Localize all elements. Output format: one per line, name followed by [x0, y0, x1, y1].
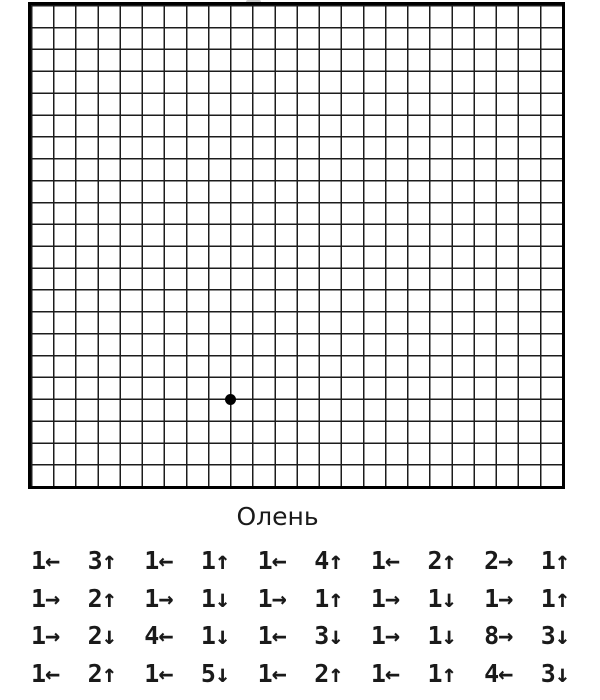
instruction-item: 8→: [484, 621, 513, 651]
instruction-item: 2↓: [87, 621, 116, 651]
instruction-item: 1↓: [427, 583, 456, 613]
instruction-item: 1→: [370, 583, 399, 613]
instruction-row-3: [20, 617, 580, 655]
instruction-item: 1→: [370, 621, 399, 651]
instruction-item: 3↓: [314, 621, 343, 651]
instruction-item: 1→: [144, 583, 173, 613]
instruction-item: 4↑: [314, 546, 343, 576]
instruction-item: 1↓: [200, 583, 230, 613]
instruction-item: 1→: [31, 583, 60, 613]
instruction-item: 1↓: [200, 621, 230, 651]
instruction-item: 1↓: [427, 621, 456, 651]
instruction-item: 1→: [257, 583, 286, 613]
instruction-item: 5↓: [200, 658, 230, 688]
instruction-row-4: [20, 655, 580, 693]
instruction-item: 1←: [144, 658, 173, 688]
instruction-item: 4←: [144, 621, 173, 651]
instruction-item: 1↑: [540, 546, 569, 576]
start-dot: [225, 394, 236, 405]
instruction-item: 2↑: [87, 658, 116, 688]
instruction-item: 1←: [257, 658, 286, 688]
instruction-item: 1←: [31, 658, 60, 688]
puzzle-title: Олень: [236, 502, 319, 531]
instruction-item: 3↑: [87, 546, 116, 576]
instruction-item: 1↑: [540, 583, 569, 613]
dictation-grid: [28, 2, 565, 489]
instruction-item: 1←: [257, 621, 286, 651]
instruction-row-2: [20, 580, 580, 618]
instruction-item: 1→: [31, 621, 60, 651]
instruction-item: 1↑: [314, 583, 343, 613]
instruction-item: 3↓: [540, 658, 569, 688]
instruction-item: 1←: [370, 658, 399, 688]
instructions-block: [20, 542, 580, 692]
instruction-item: 1←: [144, 546, 173, 576]
instruction-row-1: [20, 542, 580, 580]
instruction-item: 1←: [31, 546, 60, 576]
instruction-item: 4←: [484, 658, 513, 688]
instruction-item: 1←: [370, 546, 399, 576]
instruction-item: 1←: [257, 546, 286, 576]
instruction-item: 2→: [484, 546, 513, 576]
instruction-item: 2↑: [87, 583, 116, 613]
instruction-item: 1→: [484, 583, 513, 613]
instruction-item: 1↑: [200, 546, 230, 576]
instruction-item: 2↑: [427, 546, 456, 576]
instruction-item: 2↑: [314, 658, 343, 688]
instruction-item: 1↑: [427, 658, 456, 688]
instruction-item: 3↓: [540, 621, 569, 651]
